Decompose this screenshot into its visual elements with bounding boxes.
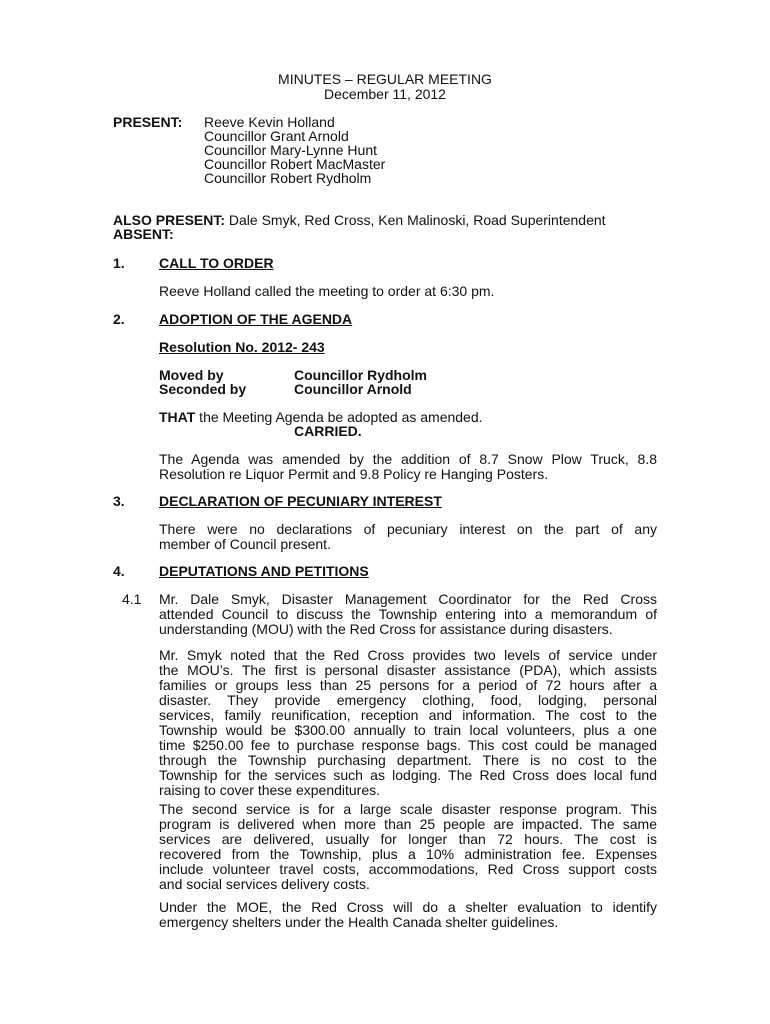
resolution-number: Resolution No. 2012- 243 bbox=[159, 339, 325, 355]
section-number: 4. bbox=[113, 563, 125, 579]
meeting-date: December 11, 2012 bbox=[324, 86, 446, 102]
section-number: 3. bbox=[113, 493, 125, 509]
seconded-label: Seconded by bbox=[159, 381, 247, 397]
present-member: Councillor Mary-Lynne Hunt bbox=[204, 142, 377, 158]
pecuniary-text bbox=[159, 522, 657, 552]
text-line: Township for the services such as lodging. The Red Cross does local fund bbox=[159, 767, 657, 783]
present-member: Reeve Kevin Holland bbox=[204, 114, 335, 130]
text-line: Township would be $300.00 annually to train local volunteers, plus a one bbox=[159, 722, 657, 738]
motion-body: the Meeting Agenda be adopted as amended. bbox=[195, 409, 483, 425]
section-text: Reeve Holland called the meeting to order at 6:30 pm. bbox=[159, 283, 495, 299]
text-line: The second service is for a large scale disaster response program. This bbox=[159, 801, 657, 817]
also-present-label: ALSO PRESENT: bbox=[113, 212, 226, 228]
text-line: disaster. They provide emergency clothing, food, lodging, personal bbox=[159, 692, 657, 708]
text-line: through the Township purchasing department. There is no cost to the bbox=[159, 752, 657, 768]
deputation-paragraph-3 bbox=[159, 802, 657, 892]
present-member: Councillor Robert Rydholm bbox=[204, 170, 372, 186]
carried-label: CARRIED. bbox=[294, 423, 362, 439]
text-line: The Agenda was amended by the addition of 8.7 Snow Plow Truck, 8.8 bbox=[159, 451, 657, 467]
document-title: MINUTES – REGULAR MEETING bbox=[278, 71, 492, 87]
text-line: There were no declarations of pecuniary interest on the part of any bbox=[159, 521, 657, 537]
text-line: Mr. Smyk noted that the Red Cross provides two levels of service under bbox=[159, 647, 657, 663]
section-heading: CALL TO ORDER bbox=[159, 255, 274, 271]
text-line: the MOU’s. The first is personal disaster assistance (PDA), which assists bbox=[159, 662, 657, 678]
present-member: Councillor Grant Arnold bbox=[204, 128, 349, 144]
text-line: program is delivered when more than 25 people are impacted. The same bbox=[159, 816, 657, 832]
also-present-line bbox=[113, 213, 606, 228]
deputation-paragraph-2 bbox=[159, 648, 657, 798]
text-line: member of Council present. bbox=[159, 536, 331, 552]
text-line: families or groups less than 25 persons for a period of 72 hours after a bbox=[159, 677, 657, 693]
text-line: time $250.00 fee to purchase response bags. This cost could be managed bbox=[159, 737, 657, 753]
text-line: emergency shelters under the Health Canada shelter guidelines. bbox=[159, 914, 559, 930]
moved-label: Moved by bbox=[159, 367, 224, 383]
deputation-paragraph-1 bbox=[159, 592, 657, 637]
text-line: and social services delivery costs. bbox=[159, 876, 370, 892]
text-line: recovered from the Township, plus a 10% administration fee. Expenses bbox=[159, 846, 657, 862]
text-line: services, family reunification, reception and information. The cost to the bbox=[159, 707, 657, 723]
text-line: include volunteer travel costs, accommodations, Red Cross support costs bbox=[159, 861, 657, 877]
present-label: PRESENT: bbox=[113, 114, 183, 130]
also-present-text: Dale Smyk, Red Cross, Ken Malinoski, Road Superintendent bbox=[228, 212, 606, 228]
text-line: services are delivered, usually for longer than 72 hours. The cost is bbox=[159, 831, 657, 847]
section-heading: DEPUTATIONS AND PETITIONS bbox=[159, 563, 369, 579]
text-line: Under the MOE, the Red Cross will do a shelter evaluation to identify bbox=[159, 899, 657, 915]
text-line: attended Council to discuss the Township entering into a memorandum of bbox=[159, 606, 657, 622]
text-line: Resolution re Liquor Permit and 9.8 Policy re Hanging Posters. bbox=[159, 466, 549, 482]
deputation-paragraph-4 bbox=[159, 900, 657, 930]
section-heading: ADOPTION OF THE AGENDA bbox=[159, 311, 353, 327]
present-member: Councillor Robert MacMaster bbox=[204, 156, 386, 172]
text-line: Mr. Dale Smyk, Disaster Management Coordinator for the Red Cross bbox=[159, 591, 657, 607]
agenda-amendment-note bbox=[159, 452, 657, 482]
section-number: 1. bbox=[113, 255, 125, 271]
text-line: understanding (MOU) with the Red Cross for assistance during disasters. bbox=[159, 621, 613, 637]
moved-value: Councillor Rydholm bbox=[294, 367, 427, 383]
subsection-number: 4.1 bbox=[122, 591, 142, 607]
seconded-value: Councillor Arnold bbox=[294, 381, 412, 397]
section-number: 2. bbox=[113, 311, 125, 327]
section-heading: DECLARATION OF PECUNIARY INTEREST bbox=[159, 493, 442, 509]
text-line: raising to cover these expenditures. bbox=[159, 782, 381, 798]
absent-label: ABSENT: bbox=[113, 226, 174, 242]
that-word: THAT bbox=[159, 409, 196, 425]
